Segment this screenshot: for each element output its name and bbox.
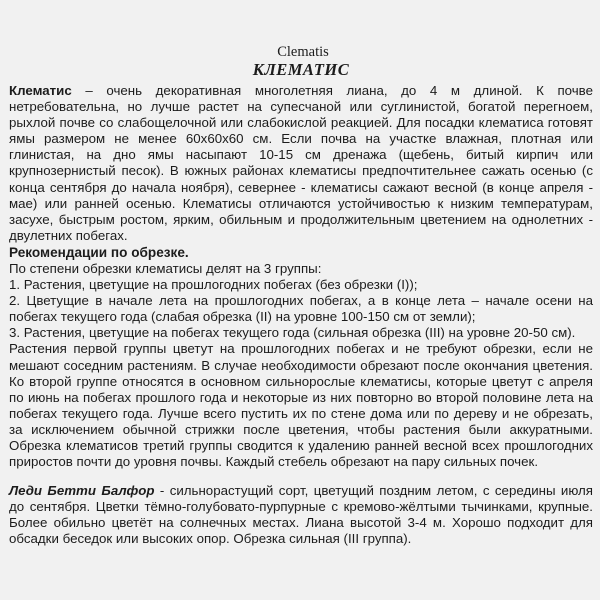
latin-name: Clematis bbox=[277, 44, 329, 60]
pruning-group-item: 3. Растения, цветущие на побегах текущего года (сильная обрезка (III) на уровне 20-50 см). bbox=[9, 325, 576, 341]
intro-term: Клематис bbox=[9, 83, 72, 98]
pruning-details: Растения первой группы цветут на прошлогодних побегах и не требуют обрезки, если не мешают соседним растениям. В случае необходимости обрезают после окончания цветения. Ко второй группе относятся в основном сильнорослые клематисы, которые цветут с апреля по июнь на побегах прошлого года и некоторые из них повторно во второй половине лета на побегах текущего года. Лучше всего пустить их по стене дома или по дереву и не обрезать, за исключением обычной стрижки после цветения, чтобы растения были аккуратными. Обрезка клематисов третий группы сводится к удалению ранней весной всех прошлогодних приростов почти до уровня почвы. Каждый стебель обрезают на пару сильных почек. bbox=[9, 341, 593, 470]
variety-text: - сильнорастущий сорт, цветущий поздним летом, с середины июля до сентября. Цветки тёмно-голубовато-пурпурные с кремово-жёлтыми тычинками, крупные. Более обильно цветёт на солнечных местах. Лиана высотой 3-4 м. Хорошо подходит для обсадки беседок или высоких опор. Обрезка сильная (III группа). bbox=[9, 483, 593, 547]
intro-paragraph bbox=[9, 83, 593, 244]
pruning-heading: Рекомендации по обрезке. bbox=[9, 244, 189, 260]
pruning-groups bbox=[9, 277, 593, 341]
pruning-group-item: 2. Цветущие в начале лета на прошлогодних побегах, а в конце лета – начале осени на побегах текущего года (слабая обрезка (II) на уровне 100-150 см от земли); bbox=[9, 293, 593, 325]
pruning-group-item: 1. Растения, цветущие на прошлогодних побегах (без обрезки (I)); bbox=[9, 277, 418, 293]
variety-name: Леди Бетти Балфор bbox=[9, 483, 155, 499]
variety-paragraph bbox=[9, 483, 593, 547]
pruning-lead: По степени обрезки клематисы делят на 3 группы: bbox=[9, 260, 322, 276]
page-title: КЛЕМАТИС bbox=[252, 60, 350, 79]
intro-text: – очень декоративная многолетняя лиана, до 4 м длиной. К почве нетребовательна, но лучше растет на супесчаной или суглинистой, богатой перегноем, рыхлой почве со слабощелочной или слабокислой реакцией. Для посадки клематиса готовят ямы размером не менее 60х60х60 см. Если почва на участке влажная, плотная или глинистая, на дно ямы насыпают 10-15 см дренажа (щебень, битый кирпич или крупнозернистый песок). В южных районах клематисы предпочтительнее сажать осенью (с конца сентября до начала ноября), севернее - клематисы сажают весной (в конце апреля - мае) или ранней осенью. Клематисы отличаются устойчивостью к низким температурам, засухе, быстрым ростом, ярким, обильным и продолжительным цветением на однолетних - двулетних побегах. bbox=[9, 83, 593, 243]
